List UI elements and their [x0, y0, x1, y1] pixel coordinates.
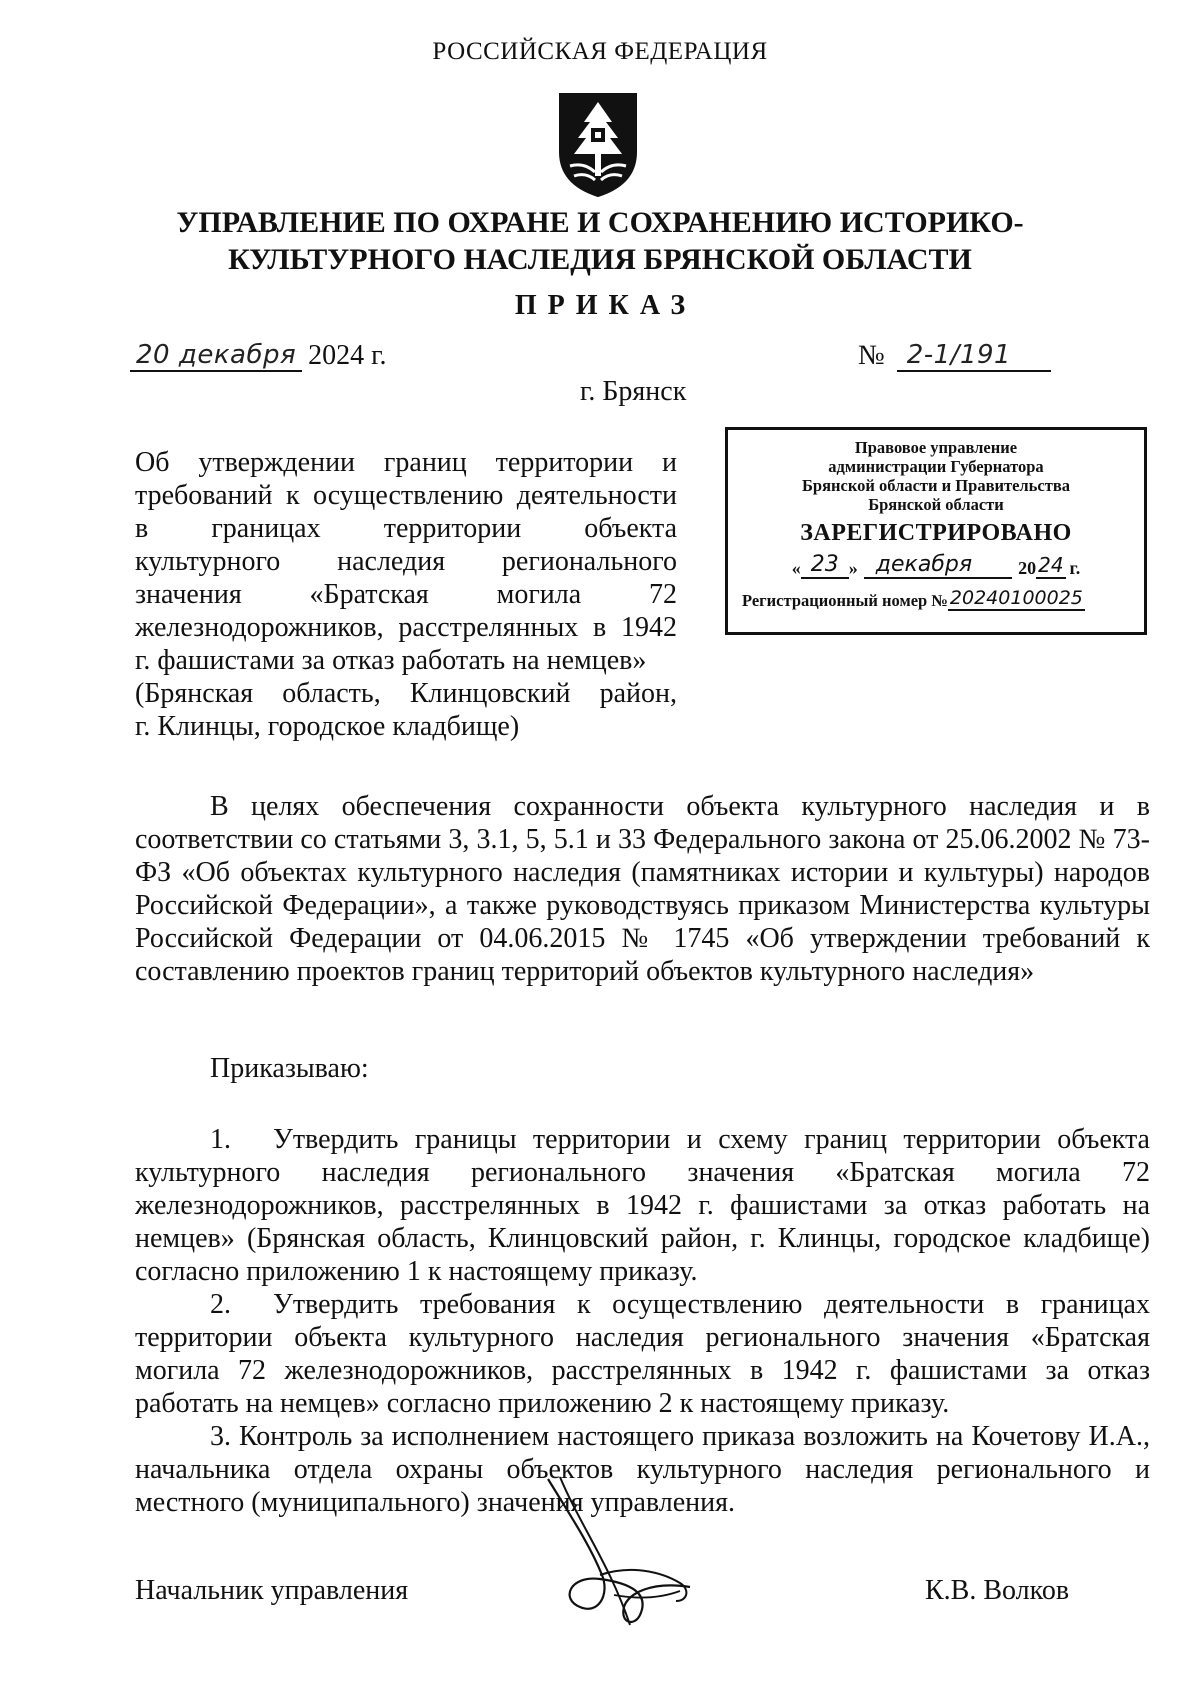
subject-line: культурного наследия регионального	[135, 546, 677, 577]
stamp-date: « 23 » декабря 20 24 г.	[791, 552, 1081, 578]
stamp-title: ЗАРЕГИСТРИРОВАНО	[800, 520, 1072, 546]
order-subject	[135, 446, 677, 743]
document-type: ПРИКАЗ	[514, 290, 697, 321]
order-number	[858, 340, 1051, 372]
preamble-text: В целях обеспечения сохранности объекта культурного наследия и в соответствии со статьями 3, 3.1, 5, 5.1 и 33 Федерального закона от 25.06.2002 № 73-ФЗ «Об объектах культурного наследия (памятниках истории и культуры) народов Российской Федерации», а также руководствуясь приказом Министерства культуры Российской Федерации от 04.06.2015 № 1745 «Об утверждении требований к составлению проектов границ территорий объектов культурного наследия»	[135, 791, 1150, 987]
stamp-line: администрации Губернатора	[828, 457, 1044, 476]
subject-line: Об утверждении границ территории и	[135, 447, 677, 478]
date-year: 2024 г.	[308, 340, 387, 371]
preamble	[135, 790, 1150, 988]
stamp-month: декабря	[864, 552, 1012, 579]
stamp-line: Правовое управление	[854, 438, 1018, 457]
order-items	[135, 1123, 1150, 1519]
stamp-reg-number: 20240100025	[949, 587, 1083, 609]
number-handwritten: 2-1/191	[897, 340, 1051, 372]
signer-name: К.В. Волков	[925, 1575, 1070, 1606]
order-item: 1. Утвердить границы территории и схему границ территории объекта культурного наследия регионального значения «Братская могила 72 железнодорожников, расстрелянных в 1942 г. фашистами за отказ работать на немцев» (Брянская область, Клинцовский район, г. Клинцы, городское кладбище) согласно приложению 1 к настоящему приказу.	[135, 1124, 1150, 1287]
stamp-registration	[728, 587, 1144, 611]
stamp-line: Брянской области и Правительства	[802, 476, 1070, 495]
coat-of-arms-icon	[556, 92, 640, 198]
order-word: Приказываю:	[210, 1053, 369, 1084]
stamp-line: Брянской области	[868, 495, 1004, 514]
date-handwritten: 20 декабря	[130, 340, 302, 372]
city: г. Брянск	[580, 376, 687, 407]
subject-line: (Брянская область, Клинцовский район,	[135, 678, 677, 709]
country-title: РОССИЙСКАЯ ФЕДЕРАЦИЯ	[432, 38, 768, 65]
stamp-year: 24	[1038, 553, 1064, 577]
stamp-year-prefix: 20	[1018, 558, 1037, 578]
subject-line: г. Клинцы, городское кладбище)	[135, 711, 520, 742]
number-prefix: №	[858, 340, 885, 371]
stamp-year-suffix: г.	[1069, 558, 1081, 578]
organization-name-line1: УПРАВЛЕНИЕ ПО ОХРАНЕ И СОХРАНЕНИЮ ИСТОРИКО-	[176, 206, 1024, 239]
order-date	[130, 340, 386, 372]
signature-icon	[540, 1475, 730, 1645]
organization-name	[150, 204, 1050, 278]
subject-line: железнодорожников, расстрелянных в 1942	[135, 612, 677, 643]
subject-line: значения «Братская могила 72	[135, 579, 677, 610]
signer-position: Начальник управления	[135, 1575, 409, 1606]
order-item: 2. Утвердить требования к осуществлению деятельности в границах территории объекта культурного наследия регионального значения «Братская могила 72 железнодорожников, расстрелянных в 1942 г. фашистами за отказ работать на немцев» согласно приложению 2 к настоящему приказу.	[135, 1289, 1150, 1419]
registration-stamp	[725, 427, 1147, 635]
subject-line: в границах территории объекта	[135, 513, 677, 544]
stamp-reg-label: Регистрационный номер №	[742, 591, 948, 610]
subject-line: требований к осуществлению деятельности	[135, 480, 677, 511]
stamp-day: 23	[801, 552, 849, 579]
stamp-authority	[728, 438, 1144, 514]
organization-name-line2: КУЛЬТУРНОГО НАСЛЕДИЯ БРЯНСКОЙ ОБЛАСТИ	[228, 243, 972, 276]
subject-line: г. фашистами за отказ работать на немцев»	[135, 645, 647, 676]
order-item: 3. Контроль за исполнением настоящего приказа возложить на Кочетову И.А., начальника отдела охраны объектов культурного наследия регионального и местного (муниципального) значения управления.	[135, 1421, 1150, 1518]
